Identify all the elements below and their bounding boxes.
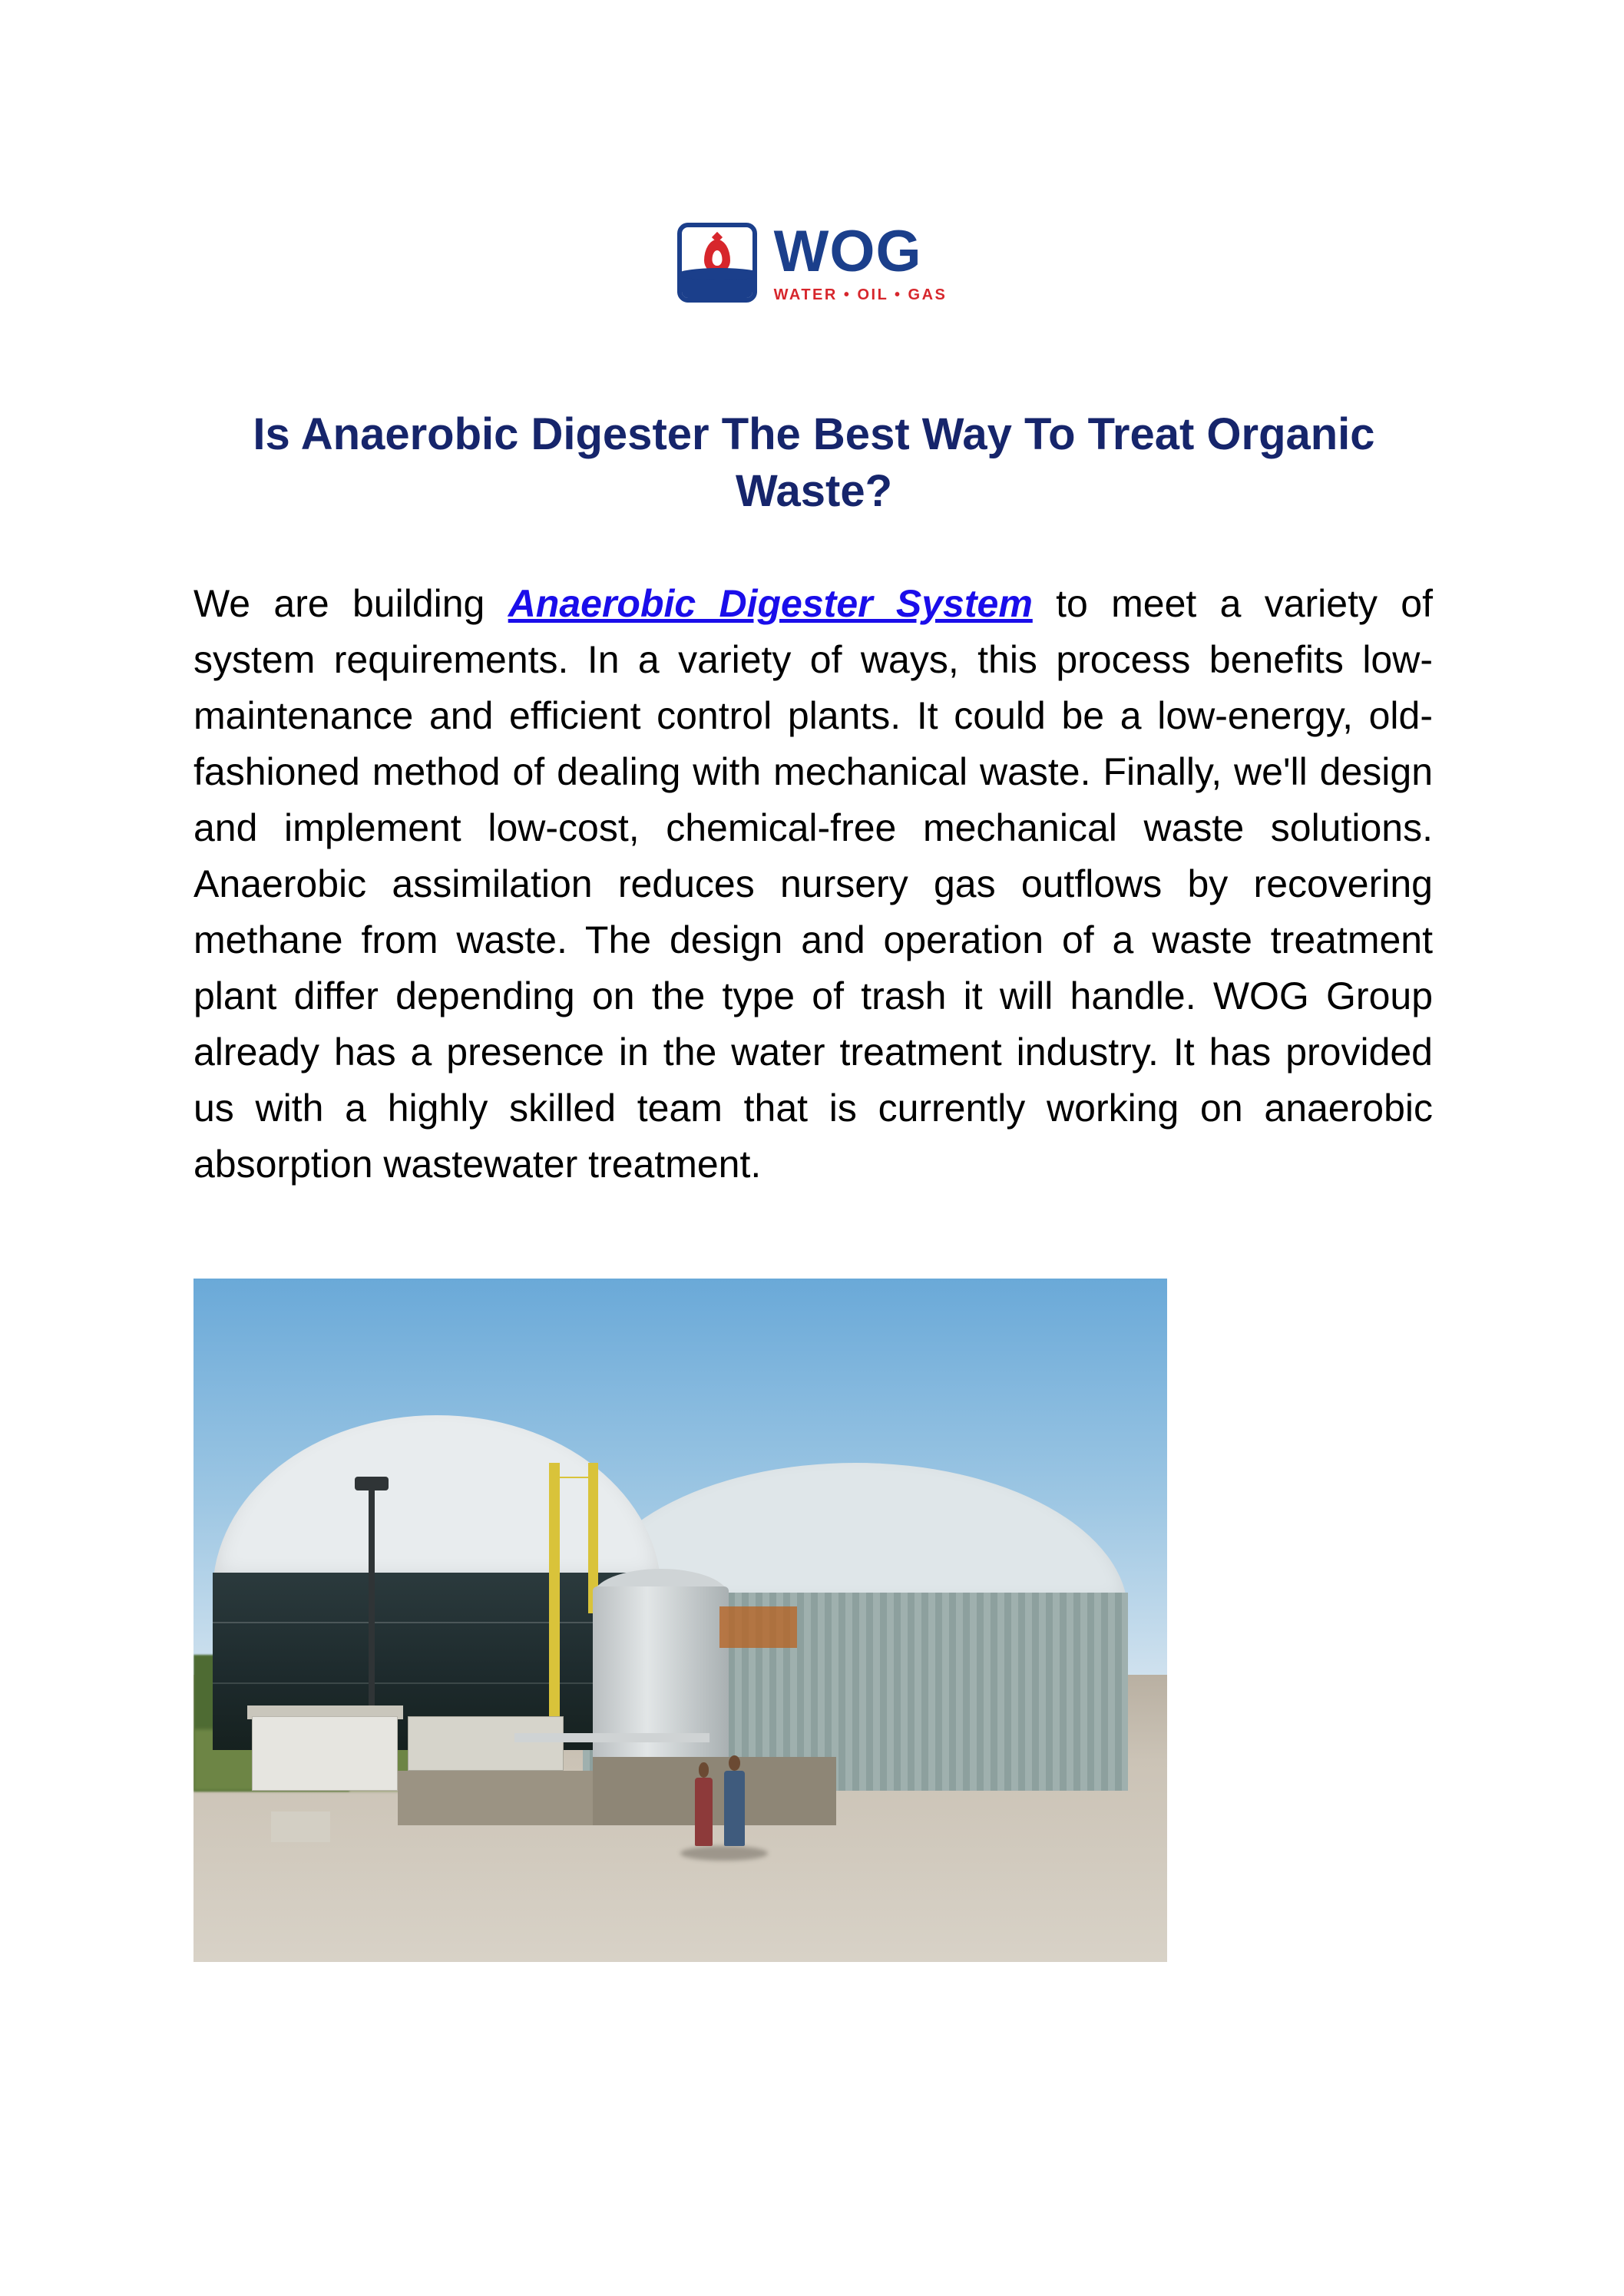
photo-worker-shadow — [680, 1846, 768, 1861]
photo-yellow-brace — [549, 1477, 597, 1478]
photo-worker-two — [724, 1771, 745, 1846]
paragraph-lead: We are building — [193, 582, 508, 625]
photo-concrete-pad-right — [593, 1757, 836, 1825]
anaerobic-digester-plant-photo — [193, 1279, 1167, 1962]
photo-light-pole — [369, 1484, 375, 1716]
photo-silo — [593, 1586, 729, 1778]
photo-shed — [252, 1716, 398, 1791]
logo-text — [773, 219, 948, 303]
photo-pipe-run — [514, 1733, 709, 1742]
photo-concrete-block — [271, 1811, 329, 1842]
photo-equipment-container — [408, 1716, 564, 1771]
anaerobic-digester-system-link[interactable]: Anaerobic Digester System — [508, 582, 1033, 625]
photo-worker-one — [695, 1778, 713, 1846]
page-title: Is Anaerobic Digester The Best Way To Treat Organic Waste? — [253, 409, 1375, 517]
logo-inner — [677, 219, 948, 303]
photo-rust-equipment — [719, 1606, 797, 1647]
wog-flame-water-logo-icon — [677, 223, 757, 303]
logo-wordmark: WOG — [773, 219, 922, 284]
water-wave-icon — [682, 275, 752, 298]
logo-tagline: WATER • OIL • GAS — [773, 286, 948, 303]
company-logo — [0, 219, 1624, 303]
body-paragraph — [193, 576, 1433, 1193]
paragraph-rest: to meet a variety of system requirements. In a variety of ways, this process benefits low-maintenance and efficient control plants. It could be a low-energy, old-fashioned method of dealing with mechanical waste. Finally, we'll design and implement low-cost, chemical-free mechanical waste solutions. Anaerobic assimilation reduces nursery gas outflows by recovering methane from waste. The design and operation of a waste treatment plant differ depending on the type of trash it will handle. WOG Group already has a presence in the water treatment industry. It has provided us with a highly skilled team that is currently working on anaerobic absorption wastewater treatment. — [193, 582, 1434, 1186]
